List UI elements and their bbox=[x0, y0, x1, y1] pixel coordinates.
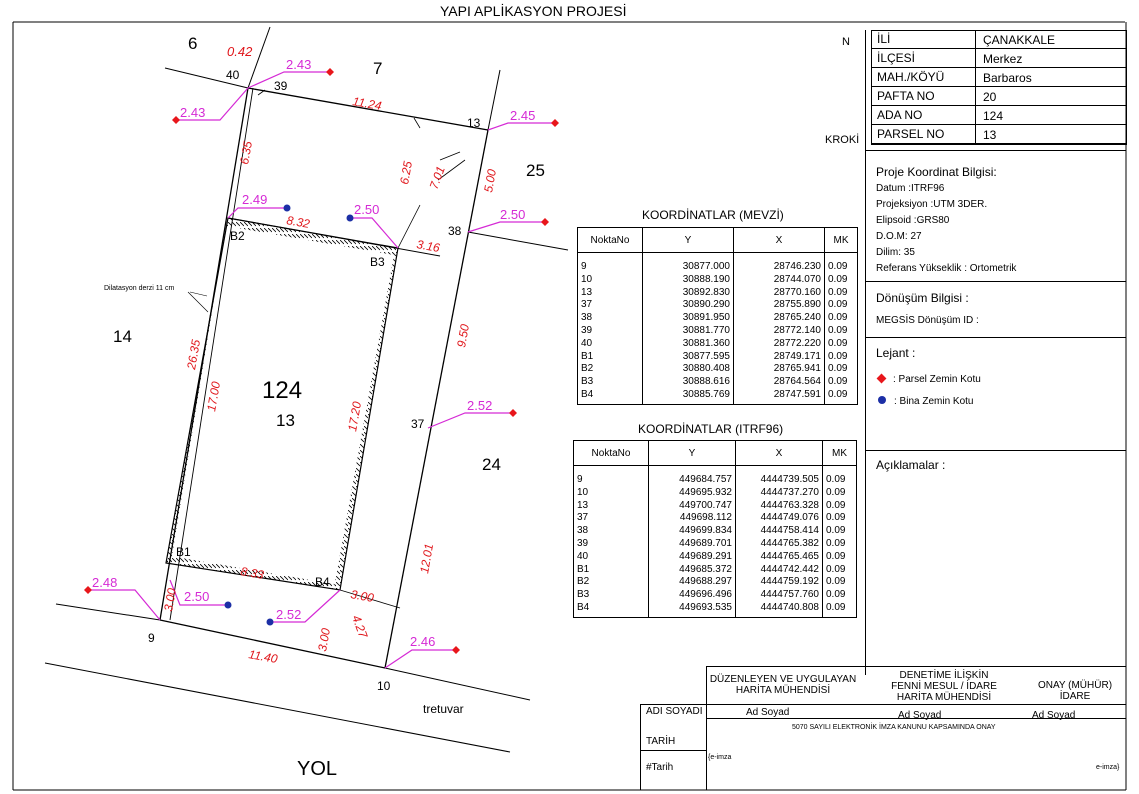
dim-7-01: 7.01 bbox=[426, 164, 448, 192]
point-40: 40 bbox=[226, 68, 240, 82]
point-b2: B2 bbox=[230, 229, 245, 243]
point-38: 38 bbox=[448, 224, 462, 238]
lejant-section bbox=[866, 338, 1126, 451]
sig-col3-heading: ONAY (MÜHÜR) İDARE bbox=[1037, 680, 1113, 702]
dim-3-00-right: 3.00 bbox=[349, 587, 375, 606]
donusum-section bbox=[866, 281, 1126, 338]
sig-ad-soyad-1: Ad Soyad bbox=[746, 707, 790, 718]
itrf-table bbox=[573, 440, 857, 618]
elev-2-48: 2.48 bbox=[92, 575, 118, 590]
tarih-label: TARİH bbox=[646, 736, 676, 747]
sig-col2-heading: DENETİME İLİŞKİN FENNİ MESUL / İDARE HARİTA MÜHENDİSİ bbox=[891, 670, 997, 703]
mevzi-header-y: Y bbox=[643, 228, 734, 253]
point-9: 9 bbox=[148, 631, 155, 645]
elev-2-52-37: 2.52 bbox=[467, 398, 493, 413]
neighbor-6: 6 bbox=[188, 34, 198, 53]
info-row-mahalle: MAH./KÖYÜ Barbaros bbox=[871, 68, 1126, 87]
itrf-col-mk: 0.09 0.09 0.09 0.09 0.09 0.09 0.09 0.09 0.09 0.09 0.09 bbox=[823, 466, 857, 618]
mevzi-col-x: 28746.230 28744.070 28770.160 28755.890 28765.240 28772.140 28772.220 28749.171 28765.941 28764.564 28747.591 bbox=[734, 253, 825, 405]
elev-2-50-38: 2.50 bbox=[500, 207, 526, 222]
sig-divider-v1 bbox=[706, 666, 707, 790]
parsel-marker-icon bbox=[877, 374, 887, 384]
mevzi-col-y: 30877.000 30888.190 30892.830 30890.290 30891.950 30881.770 30881.360 30877.595 30880.408 30888.616 30885.769 bbox=[643, 253, 734, 405]
point-13: 13 bbox=[467, 116, 481, 130]
elev-2-50-b3: 2.50 bbox=[354, 202, 380, 217]
dim-17-20: 17.20 bbox=[345, 400, 365, 433]
info-row-ilcesi: İLÇESİ Merkez bbox=[871, 49, 1126, 68]
north-label: N bbox=[842, 36, 850, 48]
law-note: 5070 SAYILI ELEKTRONİK İMZA KANUNU KAPSAMINDA ONAY bbox=[792, 724, 996, 731]
itrf-title: KOORDİNATLAR (ITRF96) bbox=[638, 422, 784, 436]
building-outline bbox=[166, 90, 465, 608]
bina-marker-icon bbox=[878, 396, 886, 404]
dim-11-24: 11.24 bbox=[351, 94, 383, 114]
lejant-heading: Lejant : bbox=[876, 346, 916, 360]
parsel-number: 13 bbox=[276, 411, 295, 430]
dim-26-35: 26.35 bbox=[184, 338, 204, 371]
point-b1: B1 bbox=[176, 545, 191, 559]
itrf-col-x: 4444739.505 4444737.270 4444763.328 4444749.076 4444758.414 4444765.382 4444765.465 4444742.442 4444759.192 4444757.760 4444740.808 bbox=[736, 466, 823, 618]
mevzi-col-mk: 0.09 0.09 0.09 0.09 0.09 0.09 0.09 0.09 0.09 0.09 0.09 bbox=[825, 253, 858, 405]
info-panel bbox=[865, 30, 1126, 675]
elev-2-52-b4: 2.52 bbox=[276, 607, 302, 622]
info-row-pafta: PAFTA NO 20 bbox=[871, 87, 1126, 106]
elev-2-46: 2.46 bbox=[410, 634, 436, 649]
itrf-header-x: X bbox=[736, 441, 823, 466]
lejant-bina: : Bina Zemin Kotu bbox=[878, 396, 973, 407]
neighbor-25: 25 bbox=[526, 161, 545, 180]
dim-3-16: 3.16 bbox=[415, 237, 441, 256]
eimza-right: e-imza} bbox=[1096, 764, 1120, 771]
neighbour-lines bbox=[45, 27, 568, 752]
dim-4-27: 4.27 bbox=[349, 613, 371, 640]
elev-2-43-left: 2.43 bbox=[180, 105, 206, 120]
sig-col1-heading: DÜZENLEYEN VE UYGULAYAN HARİTA MÜHENDİSİ bbox=[709, 674, 857, 696]
info-row-ili: İLİ ÇANAKKALE bbox=[871, 30, 1126, 49]
proje-koordinat-heading: Proje Koordinat Bilgisi: bbox=[876, 165, 997, 179]
neighbor-24: 24 bbox=[482, 455, 501, 474]
dim-11-40: 11.40 bbox=[247, 647, 279, 667]
dim-17-00: 17.00 bbox=[204, 380, 224, 413]
proje-datum: Datum :ITRF96 bbox=[876, 183, 945, 194]
mevzi-header-x: X bbox=[734, 228, 825, 253]
proje-elipsoid: Elipsoid :GRS80 bbox=[876, 215, 950, 226]
point-39: 39 bbox=[274, 79, 288, 93]
proje-dom: D.O.M: 27 bbox=[876, 231, 922, 242]
megsis-id: MEGSİS Dönüşüm ID : bbox=[876, 315, 979, 326]
info-row-parsel: PARSEL NO 13 bbox=[871, 125, 1126, 144]
signature-block bbox=[640, 666, 1126, 790]
point-b4: B4 bbox=[315, 575, 330, 589]
eimza-left: {e-imza bbox=[708, 754, 732, 761]
itrf-header-no: NoktaNo bbox=[574, 441, 649, 466]
point-b3: B3 bbox=[370, 255, 385, 269]
info-table-border bbox=[871, 30, 1127, 145]
dim-8-33: 8.33 bbox=[239, 564, 265, 583]
dilatasyon-label: Dilatasyon derzi 11 cm bbox=[104, 285, 175, 292]
proje-projeksiyon: Projeksiyon :UTM 3DER. bbox=[876, 199, 988, 210]
elev-2-43-top: 2.43 bbox=[286, 57, 312, 72]
dim-3-00-bottom: 3.00 bbox=[315, 627, 334, 653]
mevzi-header-no: NoktaNo bbox=[578, 228, 643, 253]
itrf-col-y: 449684.757 449695.932 449700.747 449698.112 449699.834 449689.701 449689.291 449685.372 449688.297 449696.496 449693.535 bbox=[649, 466, 736, 618]
itrf-col-no: 9 10 13 37 38 39 40 B1 B2 B3 B4 bbox=[574, 466, 649, 618]
hash-tarih-label: #Tarih bbox=[646, 762, 674, 773]
lejant-parsel: : Parsel Zemin Kotu bbox=[878, 374, 981, 385]
mevzi-header-mk: MK bbox=[825, 228, 858, 253]
sig-ad-soyad-2: Ad Soyad bbox=[898, 710, 942, 721]
sig-divider-h3 bbox=[640, 750, 706, 751]
elev-2-49: 2.49 bbox=[242, 192, 268, 207]
kroki-label: KROKİ bbox=[825, 134, 860, 146]
page-title: YAPI APLİKASYON PROJESİ bbox=[440, 3, 627, 19]
neighbor-7: 7 bbox=[373, 59, 383, 78]
adi-soyadi-label: ADI SOYADI bbox=[646, 706, 703, 717]
road-label: YOL bbox=[297, 758, 338, 780]
proje-dilim: Dilim: 35 bbox=[876, 247, 915, 258]
sig-divider-h1 bbox=[640, 704, 1126, 705]
sig-left-border bbox=[640, 704, 641, 790]
sig-top-border bbox=[706, 666, 1126, 667]
dim-6-35: 6.35 bbox=[237, 140, 256, 166]
proje-koordinat-section bbox=[866, 150, 1126, 282]
donusum-heading: Dönüşüm Bilgisi : bbox=[876, 291, 969, 305]
itrf-header-mk: MK bbox=[823, 441, 857, 466]
ada-number: 124 bbox=[262, 377, 303, 404]
point-10: 10 bbox=[377, 679, 391, 693]
aciklamalar-heading: Açıklamalar : bbox=[876, 458, 946, 472]
dim-0-42: 0.42 bbox=[227, 44, 253, 59]
dim-8-32: 8.32 bbox=[285, 213, 311, 232]
info-row-ada: ADA NO 124 bbox=[871, 106, 1126, 125]
proje-referans: Referans Yükseklik : Ortometrik bbox=[876, 263, 1017, 274]
mevzi-title: KOORDİNATLAR (MEVZİ) bbox=[642, 208, 784, 222]
dim-9-50: 9.50 bbox=[454, 323, 473, 349]
dim-6-25: 6.25 bbox=[397, 160, 416, 186]
tretuvar-label: tretuvar bbox=[423, 702, 464, 716]
mevzi-col-no: 9 10 13 37 38 39 40 B1 B2 B3 B4 bbox=[578, 253, 643, 405]
dim-12-01: 12.01 bbox=[417, 542, 437, 575]
point-37: 37 bbox=[411, 417, 425, 431]
itrf-header-y: Y bbox=[649, 441, 736, 466]
elev-2-45: 2.45 bbox=[510, 108, 536, 123]
neighbor-14: 14 bbox=[113, 327, 132, 346]
dim-5-00: 5.00 bbox=[481, 168, 500, 194]
sig-ad-soyad-3: Ad Soyad bbox=[1032, 710, 1076, 721]
elev-2-50-b1: 2.50 bbox=[184, 589, 210, 604]
parsel-markers bbox=[84, 68, 559, 654]
dim-3-00-left: 3.00 bbox=[161, 587, 180, 613]
mevzi-table bbox=[577, 227, 858, 405]
